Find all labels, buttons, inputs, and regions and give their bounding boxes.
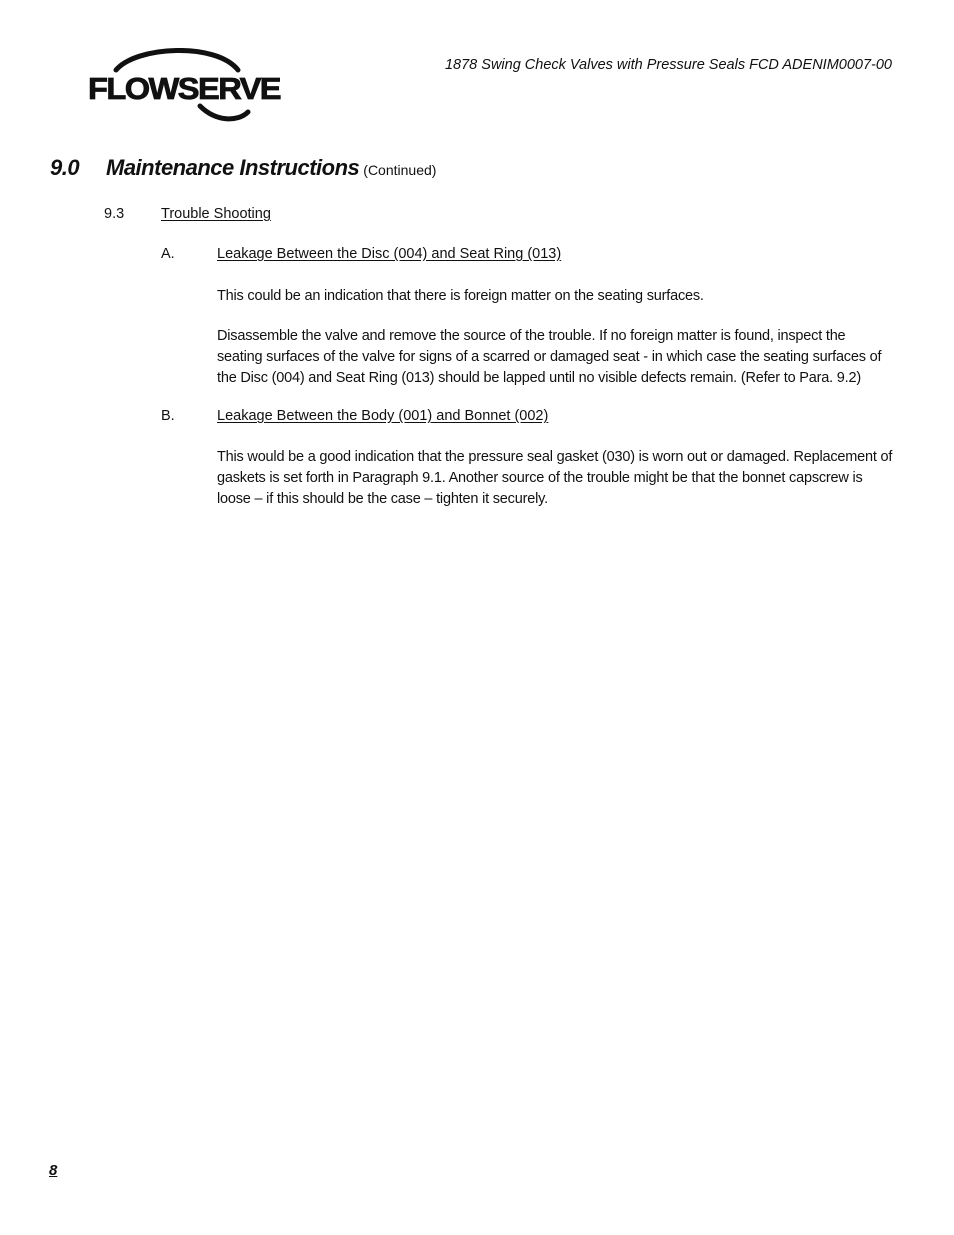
logo-wordmark: FLOWSERVE	[88, 71, 281, 106]
section-number: 9.0	[50, 155, 80, 180]
paragraph: This would be a good indication that the pressure seal gasket (030) is worn out or damaged. Replacement of gaskets is set forth in Paragraph 9.1. Another source of the trouble might be that the bonnet capscrew is loose – if this should be the case – tighten it securely.	[217, 449, 893, 507]
item-letter: B.	[161, 408, 175, 424]
section-continued-label: (Continued)	[363, 162, 437, 178]
item-heading-a	[161, 246, 561, 262]
page-number: 8	[49, 1162, 58, 1179]
item-letter: A.	[161, 246, 175, 262]
flowserve-logo	[88, 48, 284, 124]
item-heading-b	[161, 408, 548, 424]
section-title: Maintenance Instructions	[106, 155, 360, 180]
paragraph: Disassemble the valve and remove the source of the trouble. If no foreign matter is found, inspect the seating surfaces of the valve for signs of a scarred or damaged seat - in which case the seating surfaces of the Disc (004) and Seat Ring (013) should be lapped until no visible defects remain. (Refer to Para. 9.2)	[217, 328, 882, 386]
subsection-title: Trouble Shooting	[161, 206, 271, 222]
section-heading	[50, 155, 436, 181]
subsection-number: 9.3	[104, 206, 125, 222]
document-title: 1878 Swing Check Valves with Pressure Seals FCD ADENIM0007-00	[444, 57, 892, 73]
flowserve-logo-graphic	[88, 48, 284, 124]
paragraph: This could be an indication that there is foreign matter on the seating surfaces.	[217, 288, 704, 304]
item-heading-text: Leakage Between the Disc (004) and Seat Ring (013)	[217, 246, 562, 262]
item-heading-text: Leakage Between the Body (001) and Bonnet (002)	[217, 408, 549, 424]
subsection-heading	[104, 206, 271, 222]
